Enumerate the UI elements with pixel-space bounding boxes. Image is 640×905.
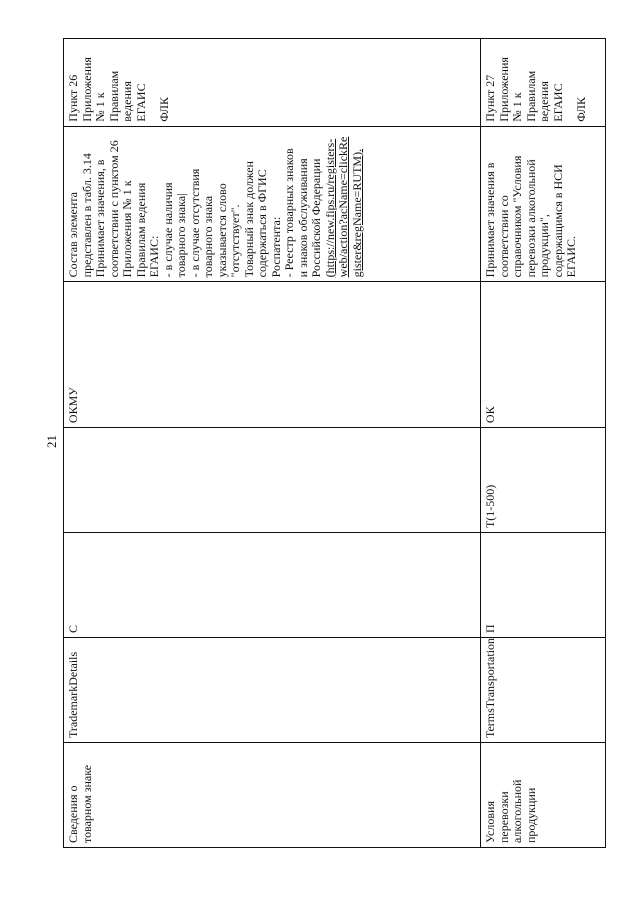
description-line: Принимает значения, в xyxy=(93,159,107,278)
description-line: Состав элемента xyxy=(66,192,80,278)
description-line: ЕГАИС. xyxy=(564,236,578,278)
cell-format: Т(1-500) xyxy=(481,428,606,533)
description-line: "отсутствует". xyxy=(228,204,242,278)
description-line: содержащимся в НСИ xyxy=(550,164,565,278)
description-line: - в случае отсутствия xyxy=(187,168,202,278)
description-line: товарного знака xyxy=(201,195,215,278)
description-line: содержаться в ФГИС xyxy=(255,169,269,278)
table-row xyxy=(481,39,606,848)
description-line: соответствии со xyxy=(496,195,511,278)
cell-rule-and-check xyxy=(64,39,481,127)
cell-description xyxy=(64,126,481,282)
page-number: 21 xyxy=(44,435,59,448)
description-line: Роспатента: xyxy=(268,216,283,278)
rule-reference: Пункт 26 Приложения № 1 к Правилам ведения ЕГАИС xyxy=(66,57,148,122)
cell-format xyxy=(64,428,481,533)
description-line: - в случае наличия xyxy=(160,182,175,278)
description-line: Принимает значения в xyxy=(483,162,497,278)
description-line: Приложения № 1 к xyxy=(120,180,134,278)
description-line: представлен в табл. 3.14 xyxy=(79,153,94,278)
check-type: ФЛК xyxy=(157,96,171,122)
rotated-table-wrapper xyxy=(63,38,603,848)
table-row xyxy=(64,39,481,848)
description-line: соответствии с пунктом 26 xyxy=(106,140,121,278)
check-type: ФЛК xyxy=(574,96,588,122)
description-line: справочником "Условия xyxy=(510,155,524,278)
requirements-table xyxy=(63,38,606,848)
description-lines xyxy=(484,131,579,278)
description-line: указывается слово xyxy=(214,183,229,278)
description-line: - Реестр товарных знаков xyxy=(282,148,296,278)
cell-type: П xyxy=(481,533,606,638)
description-lines xyxy=(67,131,364,278)
cell-rule-and-check xyxy=(481,39,606,127)
description-line: и знаков обслуживания xyxy=(295,158,310,278)
description-line: Российской Федерации xyxy=(309,158,323,278)
cell-classifier: ОКМУ xyxy=(64,282,481,428)
cell-description xyxy=(481,126,606,282)
description-line: ЕГАИС: xyxy=(147,235,161,278)
cell-name: Сведения о товарном знаке xyxy=(64,743,481,848)
cell-type: С xyxy=(64,533,481,638)
description-line: Правилам ведения xyxy=(133,182,148,278)
cell-classifier: ОК xyxy=(481,282,606,428)
description-line: продукции", xyxy=(537,214,551,278)
description-line: товарного знака| xyxy=(174,193,188,278)
cell-code: TrademarkDetails xyxy=(64,638,481,743)
rule-reference: Пункт 27 Приложения № 1 к Правилам ведения ЕГАИС xyxy=(483,57,565,122)
description-line: Товарный знак должен xyxy=(241,161,256,278)
fips-registry-link[interactable]: (https://new.fips.ru/registers-web/action?acName=clickRegister&regName=RUTM). xyxy=(322,136,364,278)
description-line: перевозки алкогольной xyxy=(523,159,538,278)
cell-name: Условия перевозки алкогольной продукции xyxy=(481,743,606,848)
cell-code: TermsTransportation xyxy=(481,638,606,743)
